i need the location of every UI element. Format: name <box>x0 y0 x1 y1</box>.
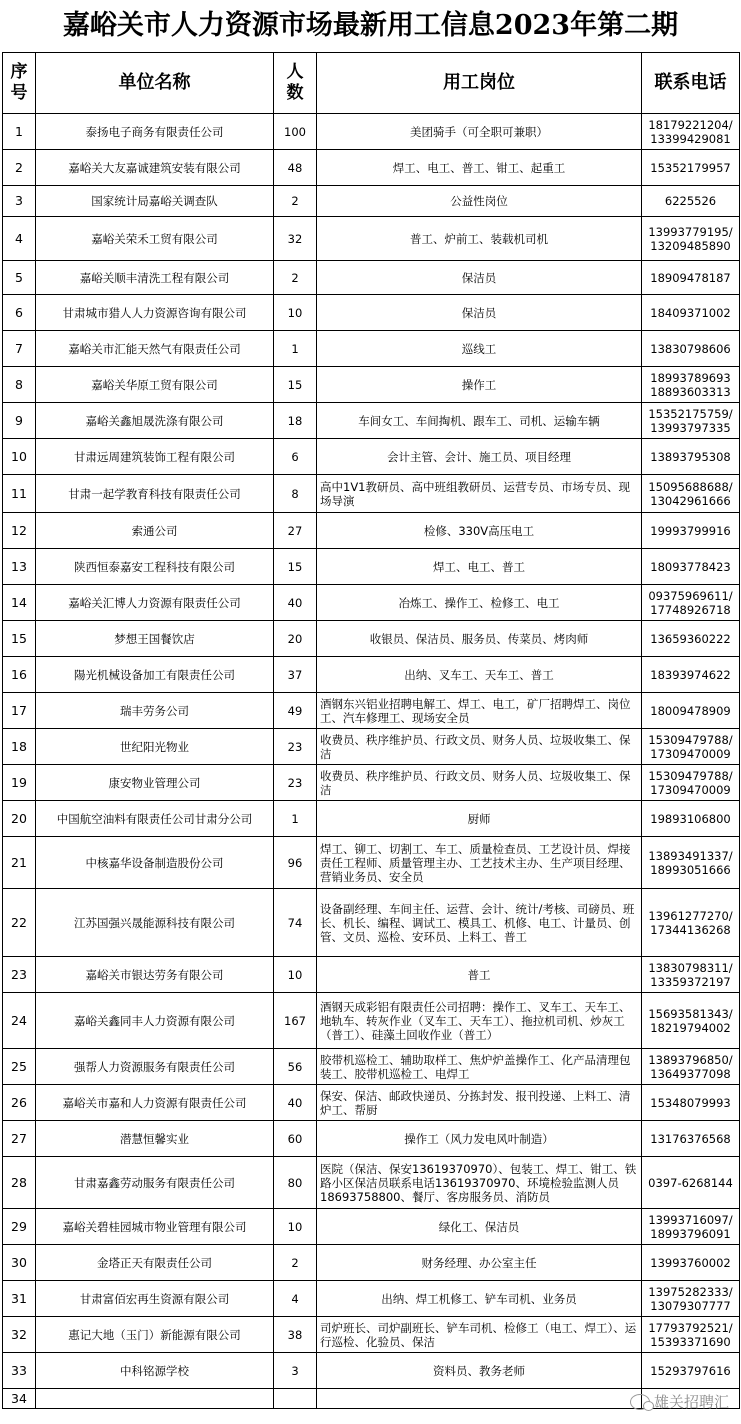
row-positions: 医院（保洁、保安13619370970）、包装工、焊工、钳工、铁路小区保洁员联系电话13619370970、环境检验监测人员18693758800、餐厅、客房服务员、消防员 <box>317 1157 642 1209</box>
row-positions: 资料员、教务老师 <box>317 1353 642 1389</box>
header-seq: 序 号 <box>3 53 36 114</box>
row-count: 23 <box>274 765 317 801</box>
row-positions: 酒钢天成彩铝有限责任公司招聘：操作工、叉车工、天车工、地轨车、转灰作业（叉车工、天车工）、拖拉机司机、炒灰工（普工）、硅藻土回收作业（普工） <box>317 993 642 1049</box>
row-count: 15 <box>274 549 317 585</box>
row-company: 世纪阳光物业 <box>36 729 274 765</box>
row-count: 56 <box>274 1049 317 1085</box>
row-count: 60 <box>274 1121 317 1157</box>
row-positions: 收费员、秩序维护员、行政文员、财务人员、垃圾收集工、保洁 <box>317 729 642 765</box>
row-count: 167 <box>274 993 317 1049</box>
row-seq: 30 <box>3 1245 36 1281</box>
row-positions: 厨师 <box>317 801 642 837</box>
row-seq: 7 <box>3 331 36 367</box>
page-title: 嘉峪关市人力资源市场最新用工信息2023年第二期 <box>62 10 679 41</box>
row-seq: 13 <box>3 549 36 585</box>
row-seq: 25 <box>3 1049 36 1085</box>
table-row <box>3 549 740 585</box>
row-phone: 15693581343/ 18219794002 <box>642 993 740 1049</box>
wechat-icon <box>630 1394 650 1410</box>
row-seq: 3 <box>3 186 36 217</box>
row-company: 嘉峪关荣禾工贸有限公司 <box>36 217 274 261</box>
table-row <box>3 1245 740 1281</box>
row-phone: 09375969611/ 17748926718 <box>642 585 740 621</box>
row-count: 100 <box>274 114 317 150</box>
table-row <box>3 837 740 889</box>
row-count: 80 <box>274 1157 317 1209</box>
row-positions: 冶炼工、操作工、检修工、电工 <box>317 585 642 621</box>
row-count: 49 <box>274 693 317 729</box>
row-company: 嘉峪关市嘉和人力资源有限责任公司 <box>36 1085 274 1121</box>
row-phone: 19893106800 <box>642 801 740 837</box>
row-company: 嘉峪关鑫旭晟洗涤有限公司 <box>36 403 274 439</box>
row-positions: 收银员、保洁员、服务员、传菜员、烤肉师 <box>317 621 642 657</box>
row-count: 23 <box>274 729 317 765</box>
row-seq: 34 <box>3 1389 36 1409</box>
row-count: 32 <box>274 217 317 261</box>
row-phone: 6225526 <box>642 186 740 217</box>
row-positions: 司炉班长、司炉副班长、铲车司机、检修工（电工、焊工）、运行巡检、化验员、保洁 <box>317 1317 642 1353</box>
row-positions: 保安、保洁、邮政快递员、分拣封发、报刊投递、上料工、清炉工、帮厨 <box>317 1085 642 1121</box>
row-phone: 13993716097/ 18993796091 <box>642 1209 740 1245</box>
row-company: 甘肃富佰宏再生资源有限公司 <box>36 1281 274 1317</box>
row-seq: 2 <box>3 150 36 186</box>
row-seq: 6 <box>3 295 36 331</box>
table-row <box>3 439 740 475</box>
row-positions: 车间女工、车间掏机、跟车工、司机、运输车辆 <box>317 403 642 439</box>
table-row <box>3 1157 740 1209</box>
table-row <box>3 693 740 729</box>
row-seq: 8 <box>3 367 36 403</box>
row-count: 2 <box>274 1245 317 1281</box>
row-phone: 18409371002 <box>642 295 740 331</box>
table-row <box>3 295 740 331</box>
row-positions: 出纳、叉车工、天车工、普工 <box>317 657 642 693</box>
row-seq: 5 <box>3 261 36 295</box>
header-company: 单位名称 <box>36 53 274 114</box>
table-row <box>3 1209 740 1245</box>
row-company: 嘉峪关市汇能天然气有限责任公司 <box>36 331 274 367</box>
row-count: 27 <box>274 513 317 549</box>
header-count: 人 数 <box>274 53 317 114</box>
row-seq: 31 <box>3 1281 36 1317</box>
row-company: 中国航空油料有限责任公司甘肃分公司 <box>36 801 274 837</box>
row-company: 惠记大地（玉门）新能源有限公司 <box>36 1317 274 1353</box>
row-phone: 18993789693 18893603313 <box>642 367 740 403</box>
row-phone: 0397-6268144 <box>642 1157 740 1209</box>
row-seq: 28 <box>3 1157 36 1209</box>
row-company: 国家统计局嘉峪关调查队 <box>36 186 274 217</box>
row-phone: 15309479788/ 17309470009 <box>642 729 740 765</box>
watermark-text: 雄关招聘汇 <box>653 1393 729 1411</box>
row-count: 37 <box>274 657 317 693</box>
row-phone: 18009478909 <box>642 693 740 729</box>
row-seq: 27 <box>3 1121 36 1157</box>
row-company: 嘉峪关鑫同丰人力资源有限公司 <box>36 993 274 1049</box>
row-phone: 17793792521/ 15393371690 <box>642 1317 740 1353</box>
row-company: 甘肃远周建筑装饰工程有限公司 <box>36 439 274 475</box>
row-positions: 财务经理、办公室主任 <box>317 1245 642 1281</box>
table-row <box>3 1317 740 1353</box>
row-phone: 13993779195/ 13209485890 <box>642 217 740 261</box>
row-phone: 13993760002 <box>642 1245 740 1281</box>
row-seq: 23 <box>3 957 36 993</box>
row-phone: 13893795308 <box>642 439 740 475</box>
table-row <box>3 621 740 657</box>
row-phone: 18179221204/ 13399429081 <box>642 114 740 150</box>
header-phone: 联系电话 <box>642 53 740 114</box>
row-count: 40 <box>274 1085 317 1121</box>
job-table <box>2 52 740 1409</box>
row-seq: 12 <box>3 513 36 549</box>
row-positions: 保洁员 <box>317 261 642 295</box>
table-row <box>3 729 740 765</box>
table-row <box>3 331 740 367</box>
row-seq: 11 <box>3 475 36 513</box>
row-phone: 13893491337/ 18993051666 <box>642 837 740 889</box>
row-phone: 18909478187 <box>642 261 740 295</box>
row-phone: 15095688688/ 13042961666 <box>642 475 740 513</box>
row-positions: 操作工 <box>317 367 642 403</box>
table-row <box>3 957 740 993</box>
row-company: 陕西恒泰嘉安工程科技有限公司 <box>36 549 274 585</box>
row-positions: 会计主管、会计、施工员、项目经理 <box>317 439 642 475</box>
row-count: 40 <box>274 585 317 621</box>
row-company: 康安物业管理公司 <box>36 765 274 801</box>
watermark <box>630 1391 729 1412</box>
row-positions: 胶带机巡检工、辅助取样工、焦炉炉盖操作工、化产品清理包装工、胶带机巡检工、电焊工 <box>317 1049 642 1085</box>
row-seq: 14 <box>3 585 36 621</box>
table-row <box>3 403 740 439</box>
row-seq: 9 <box>3 403 36 439</box>
row-positions: 绿化工、保洁员 <box>317 1209 642 1245</box>
table-row <box>3 765 740 801</box>
row-seq: 1 <box>3 114 36 150</box>
row-count: 18 <box>274 403 317 439</box>
table-row <box>3 186 740 217</box>
row-count: 1 <box>274 331 317 367</box>
row-positions <box>317 1389 642 1409</box>
row-count: 2 <box>274 261 317 295</box>
row-positions: 焊工、电工、普工 <box>317 549 642 585</box>
row-positions: 保洁员 <box>317 295 642 331</box>
row-seq: 26 <box>3 1085 36 1121</box>
table-row <box>3 1389 740 1409</box>
row-positions: 普工 <box>317 957 642 993</box>
row-count: 8 <box>274 475 317 513</box>
row-phone: 15293797616 <box>642 1353 740 1389</box>
table-row <box>3 889 740 957</box>
row-phone: 13961277270/ 17344136268 <box>642 889 740 957</box>
row-phone: 15348079993 <box>642 1085 740 1121</box>
row-seq: 20 <box>3 801 36 837</box>
table-body <box>3 114 740 1409</box>
row-positions: 普工、炉前工、装载机司机 <box>317 217 642 261</box>
row-company: 嘉峪关华原工贸有限公司 <box>36 367 274 403</box>
row-company: 嘉峪关顺丰清洗工程有限公司 <box>36 261 274 295</box>
row-count: 10 <box>274 957 317 993</box>
row-seq: 29 <box>3 1209 36 1245</box>
table-row <box>3 217 740 261</box>
row-seq: 21 <box>3 837 36 889</box>
table-row <box>3 1121 740 1157</box>
row-seq: 4 <box>3 217 36 261</box>
row-positions: 巡线工 <box>317 331 642 367</box>
row-company: 江苏国强兴晟能源科技有限公司 <box>36 889 274 957</box>
table-row <box>3 114 740 150</box>
row-seq: 22 <box>3 889 36 957</box>
row-seq: 32 <box>3 1317 36 1353</box>
row-company: 甘肃嘉鑫劳动服务有限责任公司 <box>36 1157 274 1209</box>
row-company: 甘肃城市猎人人力资源咨询有限公司 <box>36 295 274 331</box>
row-seq: 18 <box>3 729 36 765</box>
row-count <box>274 1389 317 1409</box>
row-positions: 公益性岗位 <box>317 186 642 217</box>
table-row <box>3 367 740 403</box>
row-count: 10 <box>274 1209 317 1245</box>
row-positions: 焊工、铆工、切割工、车工、质量检查员、工艺设计员、焊接责任工程师、质量管理主办、工艺技术主办、生产项目经理、营销业务员、安全员 <box>317 837 642 889</box>
row-count: 74 <box>274 889 317 957</box>
row-company: 索通公司 <box>36 513 274 549</box>
table-row <box>3 150 740 186</box>
table-row <box>3 475 740 513</box>
row-count: 6 <box>274 439 317 475</box>
row-phone: 13176376568 <box>642 1121 740 1157</box>
row-company: 中核嘉华设备制造股份公司 <box>36 837 274 889</box>
row-company: 嘉峪关大友嘉诚建筑安装有限公司 <box>36 150 274 186</box>
table-row <box>3 1281 740 1317</box>
row-phone: 15352179957 <box>642 150 740 186</box>
row-count: 4 <box>274 1281 317 1317</box>
row-phone: 13659360222 <box>642 621 740 657</box>
table-row <box>3 1353 740 1389</box>
row-phone: 15309479788/ 17309470009 <box>642 765 740 801</box>
row-positions: 收费员、秩序维护员、行政文员、财务人员、垃圾收集工、保洁 <box>317 765 642 801</box>
table-row <box>3 993 740 1049</box>
row-phone: 13830798606 <box>642 331 740 367</box>
row-company <box>36 1389 274 1409</box>
row-positions: 焊工、电工、普工、钳工、起重工 <box>317 150 642 186</box>
row-phone: 18393974622 <box>642 657 740 693</box>
table-header-row <box>3 53 740 114</box>
row-seq: 10 <box>3 439 36 475</box>
row-company: 强帮人力资源服务有限责任公司 <box>36 1049 274 1085</box>
row-company: 嘉峪关市银达劳务有限公司 <box>36 957 274 993</box>
row-positions: 酒钢东兴铝业招聘电解工、焊工、电工，矿厂招聘焊工、岗位工、汽车修理工、现场安全员 <box>317 693 642 729</box>
table-row <box>3 261 740 295</box>
row-positions: 出纳、焊工机修工、铲车司机、业务员 <box>317 1281 642 1317</box>
row-positions: 高中1V1教研员、高中班组教研员、运营专员、市场专员、现场导演 <box>317 475 642 513</box>
table-row <box>3 585 740 621</box>
row-phone: 13893796850/ 13649377098 <box>642 1049 740 1085</box>
table-row <box>3 1049 740 1085</box>
row-positions: 美团骑手（可全职可兼职） <box>317 114 642 150</box>
table-row <box>3 1085 740 1121</box>
row-seq: 33 <box>3 1353 36 1389</box>
table-row <box>3 513 740 549</box>
row-phone: 15352175759/ 13993797335 <box>642 403 740 439</box>
row-phone: 13830798311/ 13359372197 <box>642 957 740 993</box>
row-seq: 15 <box>3 621 36 657</box>
row-company: 嘉峪关汇博人力资源有限责任公司 <box>36 585 274 621</box>
row-seq: 17 <box>3 693 36 729</box>
row-count: 48 <box>274 150 317 186</box>
row-company: 瑞丰劳务公司 <box>36 693 274 729</box>
row-company: 甘肃一起学教育科技有限责任公司 <box>36 475 274 513</box>
row-company: 陽光机械设备加工有限责任公司 <box>36 657 274 693</box>
row-seq: 24 <box>3 993 36 1049</box>
row-positions: 检修、330V高压电工 <box>317 513 642 549</box>
row-count: 15 <box>274 367 317 403</box>
row-count: 10 <box>274 295 317 331</box>
row-phone: 19993799916 <box>642 513 740 549</box>
row-company: 嘉峪关碧桂园城市物业管理有限公司 <box>36 1209 274 1245</box>
row-seq: 19 <box>3 765 36 801</box>
row-count: 2 <box>274 186 317 217</box>
table-row <box>3 657 740 693</box>
row-count: 38 <box>274 1317 317 1353</box>
row-seq: 16 <box>3 657 36 693</box>
row-company: 金塔正天有限责任公司 <box>36 1245 274 1281</box>
row-company: 梦想王国餐饮店 <box>36 621 274 657</box>
row-count: 20 <box>274 621 317 657</box>
row-positions: 设备副经理、车间主任、运营、会计、统计/考核、司磅员、班长、机长、编程、调试工、模具工、机修、电工、计量员、创管、文员、巡检、安环员、上料工、普工 <box>317 889 642 957</box>
row-company: 潜慧恒馨实业 <box>36 1121 274 1157</box>
table-row <box>3 801 740 837</box>
row-company: 中科铭源学校 <box>36 1353 274 1389</box>
row-count: 96 <box>274 837 317 889</box>
row-phone: 18093778423 <box>642 549 740 585</box>
row-positions: 操作工（风力发电风叶制造） <box>317 1121 642 1157</box>
header-positions: 用工岗位 <box>317 53 642 114</box>
row-count: 1 <box>274 801 317 837</box>
row-phone: 13975282333/ 13079307777 <box>642 1281 740 1317</box>
row-count: 3 <box>274 1353 317 1389</box>
row-company: 泰扬电子商务有限责任公司 <box>36 114 274 150</box>
